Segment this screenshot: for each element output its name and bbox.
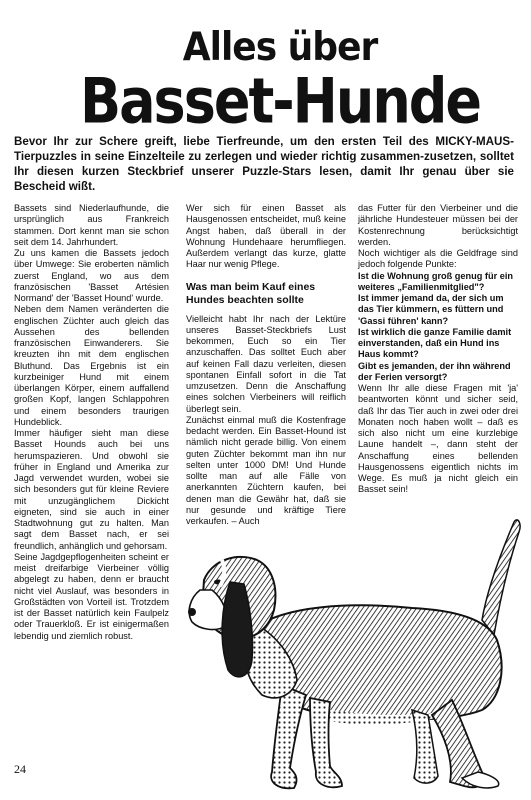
- col1-paragraph: Neben dem Namen veränderten die englischen Züchter auch gleich das Aussehen des bellenden französischen Einwanderers. Sie kreuzten ihn mit dem englischen Bluthund. Das Ergebnis ist ein kurzbeiniger Hund mit einem überlangen Körper, einem auffallend großen Kopf, langen Schlappohren und einem besonders traurigen Hundeblick.: [14, 304, 169, 427]
- question: Gibt es jemanden, der ihn während der Ferien versorgt?: [358, 360, 511, 382]
- question: Ist wirklich die ganze Familie damit einverstanden, daß ein Hund ins Haus kommt?: [358, 326, 512, 360]
- column-3: [358, 203, 518, 496]
- question: Ist immer jemand da, der sich um das Tier kümmern, es füttern und 'Gassi führen' kann?: [358, 293, 504, 326]
- lead-paragraph: Bevor Ihr zur Schere greift, liebe Tierfreunde, um den ersten Teil des MICKY-MAUS-Tierpuzzles in seine Einzelteile zu zerlegen und wieder richtig zusammen-zusetzen, solltet Ihr diesen kurzen Steckbrief unserer Puzzle-Stars lesen, damit Ihr genau über sie Bescheid wißt.: [14, 135, 514, 193]
- col2-paragraph: Vielleicht habt Ihr nach der Lektüre unseres Basset-Steckbriefs Lust bekommen, Euch so ein Tier anzuschaffen. Das solltet Euch aber auf keinen Fall dazu verleiten, diesen spontanen Einfall sofort in die Tat umzusetzen. Denn die Anschaffung eines solchen Vierbeiners will reiflich überlegt sein.: [186, 313, 346, 414]
- question: Ist die Wohnung groß genug für ein weiteres „Familienmitglied"?: [358, 270, 513, 292]
- col3-paragraph: Noch wichtiger als die Geldfrage sind jedoch folgende Punkte:: [358, 248, 518, 270]
- basset-hound-illustration: [182, 510, 522, 800]
- section-heading: Was man beim Kauf eines Hundes beachten sollte: [186, 280, 316, 306]
- title-line-2: Basset-Hunde: [79, 65, 481, 138]
- title-line-1: Alles über: [182, 24, 378, 70]
- column-1: [14, 203, 169, 642]
- column-2: [186, 203, 346, 527]
- col1-paragraph: Immer häufiger sieht man diese Basset Hounds auch bei uns herumspazieren. Und obwohl sie früher in England und Amerika zur Jagd verwendet wurden, wobei sie sich besonders gut für kleine Reviere mit unzugänglichem Dickicht eigneten, sind sie auch in einer Stadtwohnung gut zu halten. Man sagt dem Basset nach, er sei freundlich, anhänglich und gehorsam.: [14, 428, 169, 551]
- page-number: 24: [14, 762, 26, 776]
- col3-paragraph: das Futter für den Vierbeiner und die jährliche Hundesteuer müssen bei der Kostenrechnung berücksichtigt werden.: [358, 203, 518, 247]
- col1-paragraph: Bassets sind Niederlaufhunde, die ursprünglich aus Frankreich stammen. Dort kennt man sie schon seit dem 14. Jahrhundert.: [14, 203, 169, 247]
- col1-paragraph: Seine Jagdgepflogenheiten scheint er meist dreifarbige Vierbeiner völlig abgelegt zu haben, denn er braucht nicht viel Auslauf, was besonders in Großstädten von Vorteil ist. Trotzdem ist der Basset natürlich kein Faulpelz oder Trauerkloß. Er ist einigermaßen lebendig und ziemlich robust.: [14, 551, 169, 641]
- col2-intro: Wer sich für einen Basset als Hausgenossen entscheidet, muß keine Angst haben, daß überall in der Wohnung Hundehaare herumfliegen. Außerdem verlangt das kurze, glatte Haar nur wenig Pflege.: [186, 203, 346, 270]
- col1-paragraph: Zu uns kamen die Bassets jedoch über Umwege: Sie eroberten nämlich zuerst England, wo aus dem französischen 'Basset Artésien Normand' der 'Basset Hound' wurde.: [14, 248, 169, 303]
- col2-paragraph: Zunächst einmal muß die Kostenfrage bedacht werden. Ein Basset-Hound ist nämlich nicht gerade billig. Von einem guten Züchter bekommt man ihn nur selten unter 1000 DM! Und Hunde sollte man auf alle Fälle von anerkannten Züchtern kaufen, bei denen man die Gewähr hat, daß sie nur gesunde und kräftige Tiere verkaufen. – Auch: [186, 414, 346, 526]
- col3-paragraph: Wenn Ihr alle diese Fragen mit 'ja' beantworten könnt und sicher seid, daß Ihr das Tier auch in zwei oder drei Monaten noch haben wollt – daß es sich also nicht um eine kurzlebige Laune handelt –, dann steht der Anschaffung eines bellenden Hausgenossens eigentlich nichts im Wege. Es muß ja nicht gleich ein Basset sein!: [358, 383, 518, 495]
